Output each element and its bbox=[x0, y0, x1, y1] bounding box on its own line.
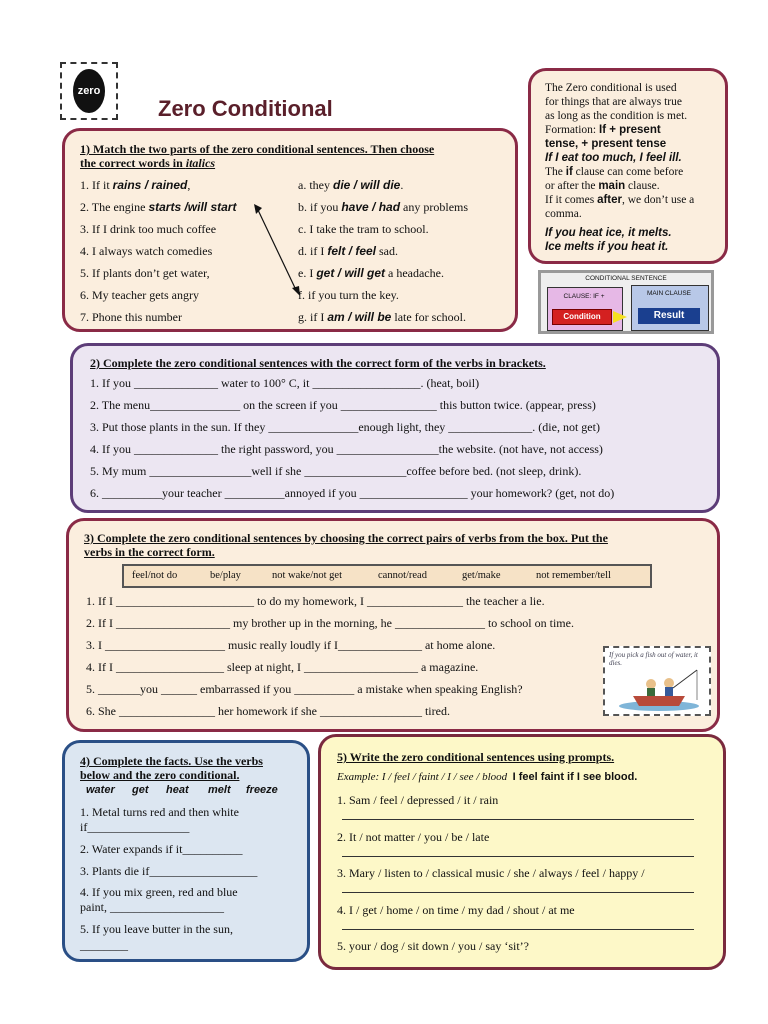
match-left-item bbox=[80, 222, 216, 237]
match-left-item bbox=[80, 200, 236, 215]
exercise-5-heading: 5) Write the zero conditional sentences using prompts. bbox=[337, 750, 615, 764]
info-line: If it comes after, we don’t use a bbox=[545, 194, 695, 206]
exercise-5-example: Example: I / feel / faint / I / see / blood I feel faint if I see blood. bbox=[337, 771, 638, 783]
verb-pair: cannot/read bbox=[378, 570, 427, 581]
verb-pair: feel/not do bbox=[132, 570, 178, 581]
exercise-5-prompt: 1. Sam / feel / depressed / it / rain bbox=[337, 793, 499, 807]
match-left-item-text: 7. Phone this number bbox=[80, 310, 182, 324]
match-right-item bbox=[298, 178, 403, 193]
exercise-5-prompt: 4. I / get / home / on time / my dad / shout / at me bbox=[337, 902, 575, 917]
exercise-3-heading: verbs in the correct form. bbox=[84, 545, 215, 559]
verb-pair: get/make bbox=[462, 570, 501, 581]
exercise-4-line: if_________________ bbox=[80, 820, 190, 834]
exercise-4-line: 5. If you leave butter in the sun, bbox=[80, 922, 233, 936]
match-left-item-text: 5. If plants don’t get water, bbox=[80, 266, 210, 280]
match-left-item bbox=[80, 266, 210, 281]
match-right-item bbox=[298, 310, 466, 325]
exercise-2-heading: 2) Complete the zero conditional sentences with the correct form of the verbs in brackets. bbox=[90, 356, 546, 370]
match-right-item-text: . bbox=[400, 178, 404, 192]
info-line: comma. bbox=[545, 208, 582, 220]
match-left-item-text: , bbox=[187, 178, 191, 192]
exercise-1-heading: the correct words in italics bbox=[80, 156, 216, 170]
exercise-1-heading: 1) Match the two parts of the zero conditional sentences. Then choose bbox=[80, 142, 435, 156]
match-left-item-text: 6. My teacher gets angry bbox=[80, 288, 199, 302]
exercise-3-sentence: 5. _______you ______ embarrassed if you __________ a mistake when speaking English? bbox=[86, 682, 523, 696]
answer-line bbox=[342, 819, 694, 820]
match-right-item-choice: get / will get bbox=[316, 266, 385, 280]
exercise-3-sentence: 2. If I ___________________ my brother up in the morning, he _______________ to school on time. bbox=[86, 616, 574, 630]
verb-word: melt bbox=[208, 784, 231, 796]
exercise-2-sentence: 2. The menu_______________ on the screen if you ________________ this button twice. (appear, press) bbox=[90, 398, 596, 412]
match-left-item bbox=[80, 244, 212, 259]
left-label: CLAUSE: IF + bbox=[563, 293, 605, 300]
verb-pair: be/play bbox=[210, 570, 241, 581]
exercise-4-line: paint, ___________________ bbox=[80, 900, 224, 914]
match-left-item bbox=[80, 310, 182, 325]
arrow-icon bbox=[613, 311, 627, 323]
match-right-item-choice: have / had bbox=[341, 200, 401, 214]
verb-box bbox=[122, 564, 652, 588]
exercise-2-sentence: 6. __________your teacher __________annoyed if you __________________ your homework? (get, not do) bbox=[90, 486, 615, 500]
exercise-4-line: 4. If you mix green, red and blue bbox=[80, 885, 238, 899]
info-line: for things that are always true bbox=[545, 96, 682, 108]
match-left-item-text: 4. I always watch comedies bbox=[80, 244, 213, 258]
picture-caption: If you pick a fish out of water, it dies. bbox=[609, 651, 698, 667]
exercise-3-sentence: 1. If I _______________________ to do my homework, I ________________ the teacher a lie. bbox=[86, 594, 545, 608]
match-right-item-text: any problems bbox=[400, 200, 469, 214]
match-right-item bbox=[298, 244, 398, 259]
exercise-3-sentence: 4. If I __________________ sleep at night, I ___________________ a magazine. bbox=[86, 660, 479, 674]
verb-word: heat bbox=[166, 784, 189, 796]
match-left-item-text: 1. If it bbox=[80, 178, 113, 192]
condition-label: Condition bbox=[552, 309, 612, 325]
fishing-boat-illustration bbox=[605, 648, 709, 714]
match-right-item-text: a headache. bbox=[385, 266, 444, 280]
match-right-item-text: b. if you bbox=[298, 200, 342, 214]
exercise-2-sentence: 3. Put those plants in the sun. If they _______________enough light, they ______________. (die, not get) bbox=[90, 420, 600, 434]
info-line: The Zero conditional is used bbox=[545, 82, 677, 94]
match-left-item-text: 2. The engine bbox=[80, 200, 149, 214]
exercise-3-heading: 3) Complete the zero conditional sentences by choosing the correct pairs of verbs from the box. Put the bbox=[84, 531, 608, 545]
match-right-item-text: late for school. bbox=[391, 310, 467, 324]
match-right-item-text: d. if I bbox=[298, 244, 328, 258]
match-left-item-choice: rains / rained bbox=[112, 178, 188, 192]
exercise-4-line: 1. Metal turns red and then white bbox=[80, 805, 239, 819]
match-left-item-choice: starts /will start bbox=[148, 200, 237, 214]
match-right-item-text: c. I take the tram to school. bbox=[298, 222, 429, 236]
exercise-5-box bbox=[318, 734, 726, 970]
exercise-5-prompt: 5. your / dog / sit down / you / say ‘sit’? bbox=[337, 939, 529, 953]
exercise-4-heading: below and the zero conditional. bbox=[80, 768, 240, 782]
info-line: or after the main clause. bbox=[545, 180, 660, 192]
info-example: If you heat ice, it melts. bbox=[545, 227, 672, 239]
info-line: as long as the condition is met. bbox=[545, 110, 688, 122]
match-right-item-text: sad. bbox=[376, 244, 399, 258]
match-right-item bbox=[298, 266, 444, 281]
match-right-item-choice: felt / feel bbox=[327, 244, 377, 258]
match-left-item bbox=[80, 288, 199, 303]
info-example: Ice melts if you heat it. bbox=[545, 241, 669, 253]
answer-line bbox=[342, 856, 694, 857]
verb-word: freeze bbox=[246, 784, 278, 796]
match-right-item-text: g. if I bbox=[298, 310, 328, 324]
conditional-diagram bbox=[538, 270, 714, 334]
exercise-3-sentence: 6. She ________________ her homework if she _________________ tired. bbox=[86, 704, 450, 718]
info-line: tense, + present tense bbox=[545, 138, 667, 150]
exercise-4-line: 3. Plants die if__________________ bbox=[80, 864, 258, 878]
match-right-item-text: f. if you turn the key. bbox=[298, 288, 399, 302]
exercise-4-line: ________ bbox=[80, 938, 128, 952]
verb-word: water bbox=[86, 784, 115, 796]
match-right-item-text: a. they bbox=[298, 178, 333, 192]
match-right-item bbox=[298, 200, 468, 215]
exercise-5-prompt: 3. Mary / listen to / classical music / she / always / feel / happy / bbox=[337, 866, 645, 880]
exercise-4-heading: 4) Complete the facts. Use the verbs bbox=[80, 754, 263, 768]
zero-logo bbox=[60, 62, 118, 120]
info-formation: Formation: If + present bbox=[545, 124, 661, 136]
answer-line bbox=[342, 929, 694, 930]
match-left-item bbox=[80, 178, 190, 193]
match-right-item-choice: am / will be bbox=[327, 310, 392, 324]
diagram-caption: CONDITIONAL SENTENCE bbox=[585, 275, 667, 282]
match-right-item bbox=[298, 222, 429, 237]
exercise-4-line: 2. Water expands if it__________ bbox=[80, 842, 243, 856]
exercise-2-sentence: 1. If you ______________ water to 100° C, it __________________. (heat, boil) bbox=[90, 376, 480, 390]
exercise-3-sentence: 3. I ____________________ music really loudly if I______________ at home alone. bbox=[86, 638, 496, 652]
verb-pair: not wake/not get bbox=[272, 570, 342, 581]
match-left-item-text: 3. If I drink too much coffee bbox=[80, 222, 217, 236]
verb-pair: not remember/tell bbox=[536, 570, 611, 581]
exercise-2-sentence: 5. My mum _________________well if she _________________coffee before bed. (not sleep, drink). bbox=[90, 464, 582, 478]
exercise-5-prompt: 2. It / not matter / you / be / late bbox=[337, 829, 490, 844]
match-right-item-text: e. I bbox=[298, 266, 317, 280]
logo-text: zero bbox=[73, 69, 105, 113]
info-box bbox=[528, 68, 728, 264]
right-label: MAIN CLAUSE bbox=[646, 290, 692, 297]
info-example: If I eat too much, I feel ill. bbox=[545, 152, 682, 164]
verb-word: get bbox=[132, 784, 149, 796]
exercise-2-sentence: 4. If you ______________ the right password, you _________________the website. (not have, not access) bbox=[90, 442, 603, 456]
page-title: Zero Conditional bbox=[158, 96, 333, 121]
info-line: The if clause can come before bbox=[545, 166, 684, 178]
result-label: Result bbox=[638, 308, 700, 324]
answer-line bbox=[342, 892, 694, 893]
match-right-item-choice: die / will die bbox=[333, 178, 401, 192]
fishing-picture bbox=[603, 646, 711, 716]
match-right-item bbox=[298, 288, 399, 303]
